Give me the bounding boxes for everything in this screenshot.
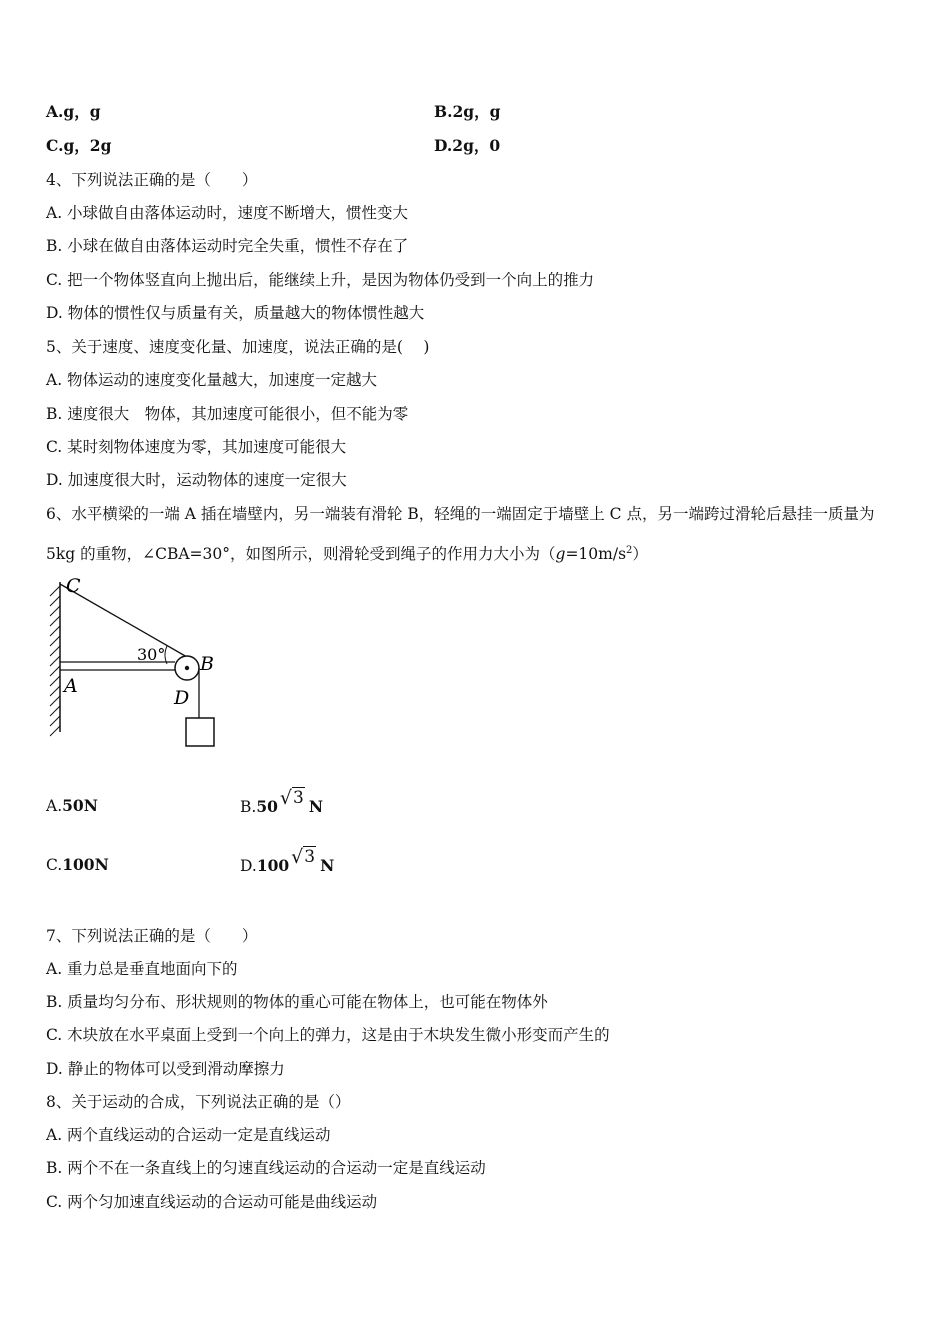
label-c: C <box>66 575 81 597</box>
q8-option-a: A. 两个直线运动的合运动一定是直线运动 <box>46 1126 331 1144</box>
wall-hatch <box>50 586 60 736</box>
q8-option-c: C. 两个匀加速直线运动的合运动可能是曲线运动 <box>46 1193 378 1211</box>
q8-stem: 8、关于运动的合成，下列说法正确的是（） <box>46 1093 351 1111</box>
q6-option-a-value: 50N <box>62 796 98 815</box>
q4-stem: 4、下列说法正确的是（ ） <box>46 171 258 189</box>
q4-option-c: C. 把一个物体竖直向上抛出后，能继续上升，是因为物体仍受到一个向上的推力 <box>46 271 595 289</box>
q5-option-b: B. 速度很大 物体，其加速度可能很小，但不能为零 <box>46 405 409 423</box>
q6-option-a-prefix: A. <box>46 797 63 815</box>
q7-option-a: A. 重力总是垂直地面向下的 <box>46 960 238 978</box>
q6-option-d-prefix: D. <box>240 857 257 875</box>
q6-superscript: 2 <box>626 545 633 556</box>
q6-option-b-prefix: B. <box>240 798 257 816</box>
q6-option-d-unit: N <box>320 856 335 875</box>
q6-stem-line2 <box>46 541 648 564</box>
q5-option-d: D. 加速度很大时，运动物体的速度一定很大 <box>46 471 347 489</box>
label-b: B <box>200 653 214 675</box>
q3-option-b: B.2g，g <box>434 102 501 121</box>
q7-option-c: C. 木块放在水平桌面上受到一个向上的弹力，这是由于木块发生微小形变而产生的 <box>46 1026 610 1044</box>
q6-option-b-unit: N <box>308 797 324 816</box>
q7-option-d: D. 静止的物体可以受到滑动摩擦力 <box>46 1060 285 1078</box>
q7-option-b: B. 质量均匀分布、形状规则的物体的重心可能在物体上，也可能在物体外 <box>46 993 548 1011</box>
q6-g-value: =10m/s <box>565 545 627 564</box>
label-a: A <box>64 675 78 697</box>
q6-option-c-value: 100N <box>62 855 109 874</box>
q6-g-symbol: g <box>555 545 566 564</box>
q4-option-b: B. 小球在做自由落体运动时完全失重，惯性不存在了 <box>46 237 409 255</box>
q5-option-a: A. 物体运动的速度变化量越大，加速度一定越大 <box>46 371 378 389</box>
q6-option-b-value: 50 <box>256 797 278 816</box>
q8-option-b: B. 两个不在一条直线上的匀速直线运动的合运动一定是直线运动 <box>46 1159 486 1177</box>
q6-option-c-prefix: C. <box>46 856 63 874</box>
q3-option-d: D.2g，0 <box>434 136 501 155</box>
q7-stem: 7、下列说法正确的是（ ） <box>46 927 258 945</box>
q4-option-a: A. 小球做自由落体运动时，速度不断增大，惯性变大 <box>46 204 409 222</box>
q6-option-b-radicand: 3 <box>293 788 304 808</box>
q6-option-c <box>46 855 109 875</box>
q4-option-d: D. 物体的惯性仅与质量有关，质量越大的物体惯性越大 <box>46 304 425 322</box>
q6-option-d-value: 100 <box>256 856 290 875</box>
q6-option-d <box>240 846 335 876</box>
q5-option-c: C. 某时刻物体速度为零，其加速度可能很大 <box>46 438 347 456</box>
angle-arc <box>165 646 167 664</box>
sqrt-symbol: √3 <box>279 787 304 809</box>
q6-stem-text: 5kg 的重物，∠CBA=30°，如图所示，则滑轮受到绳子的作用力大小为（ <box>46 545 556 564</box>
sqrt-symbol: √3 <box>291 846 316 868</box>
angle-label: 30° <box>137 645 166 664</box>
q5-stem: 5、关于速度、速度变化量、加速度，说法正确的是( ) <box>46 338 430 356</box>
label-d: D <box>174 687 190 709</box>
q3-option-c: C.g，2g <box>46 136 112 155</box>
q6-option-b <box>240 787 324 817</box>
q6-pulley-figure <box>40 572 240 752</box>
q6-option-d-radicand: 3 <box>304 847 316 867</box>
pulley-axle <box>185 666 189 670</box>
q6-option-a <box>46 796 98 816</box>
q3-option-a: A.g，g <box>46 102 101 121</box>
q6-stem-close: ） <box>632 545 648 564</box>
q6-stem-line1: 6、水平横梁的一端 A 插在墙壁内，另一端装有滑轮 B，轻绳的一端固定于墙壁上 C 点，另一端跨过滑轮后悬挂一质量为 <box>46 505 875 523</box>
weight-block <box>186 718 214 746</box>
